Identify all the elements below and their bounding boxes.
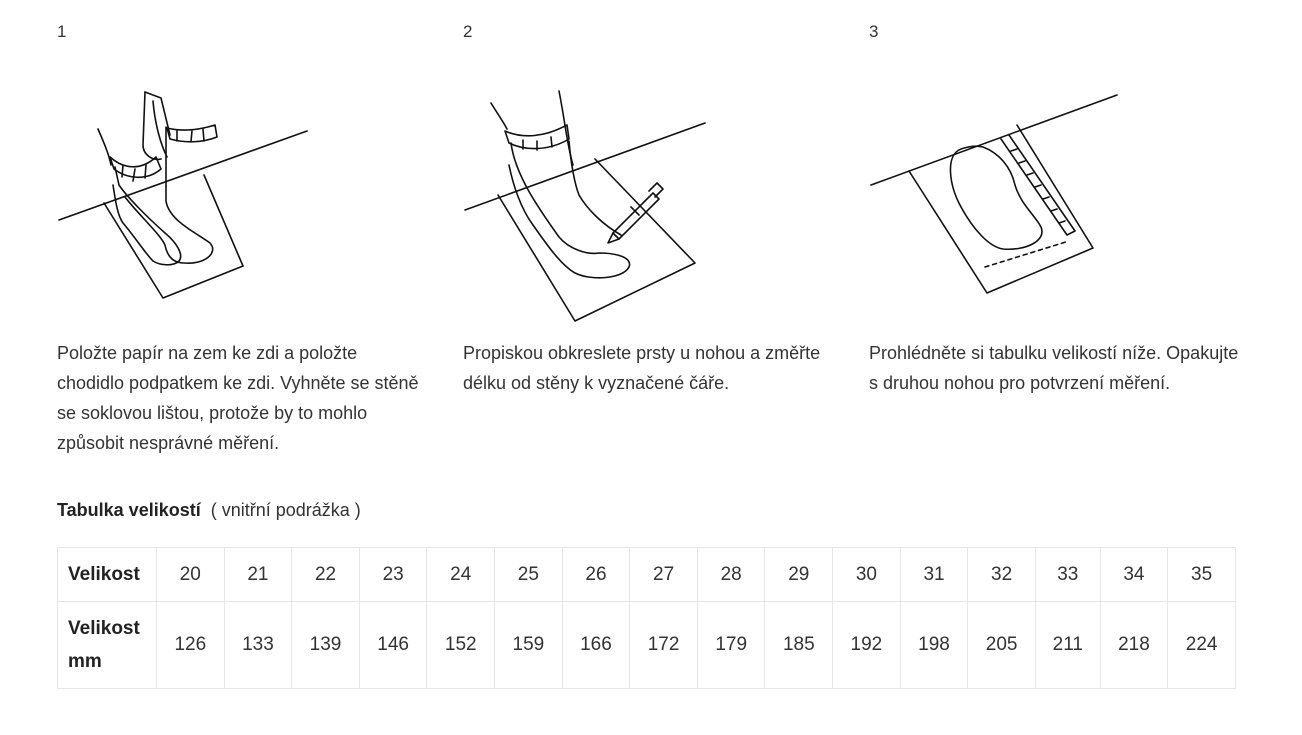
table-cell: 27	[630, 548, 698, 602]
table-cell: 28	[697, 548, 765, 602]
step-description: Prohlédněte si tabulku velikostí níže. Opakujte s druhou nohou pro potvrzení měření.	[869, 343, 1239, 393]
table-cell: 22	[292, 548, 360, 602]
measure-foot-outline-icon	[869, 85, 1129, 330]
row-label-size: Velikost	[58, 548, 157, 602]
row-label-line: Velikost	[68, 618, 140, 639]
table-cell: 24	[427, 548, 495, 602]
feet-on-paper-icon	[57, 85, 317, 330]
table-cell: 192	[833, 602, 901, 689]
size-chart-title	[57, 500, 361, 521]
table-cell: 205	[968, 602, 1036, 689]
table-cell: 224	[1168, 602, 1236, 689]
table-cell: 29	[765, 548, 833, 602]
table-cell: 139	[292, 602, 360, 689]
table-cell: 21	[224, 548, 292, 602]
table-cell: 179	[697, 602, 765, 689]
table-cell: 126	[157, 602, 225, 689]
table-cell: 172	[630, 602, 698, 689]
table-cell: 185	[765, 602, 833, 689]
step-number: 2	[463, 22, 473, 41]
table-cell: 31	[900, 548, 968, 602]
table-cell: 211	[1035, 602, 1100, 689]
step-number: 1	[57, 22, 67, 41]
step-description: Položte papír na zem ke zdi a položte chodidlo podpatkem ke zdi. Vyhněte se stěně se soklovou lištou, protože by to mohlo způsobit nesprávné měření.	[57, 343, 419, 453]
table-cell: 35	[1168, 548, 1236, 602]
table-cell: 26	[562, 548, 630, 602]
size-chart-table	[57, 547, 1236, 689]
table-cell: 218	[1100, 602, 1168, 689]
table-cell: 23	[359, 548, 427, 602]
table-cell: 30	[833, 548, 901, 602]
table-cell: 33	[1035, 548, 1100, 602]
table-cell: 32	[968, 548, 1036, 602]
table-cell: 152	[427, 602, 495, 689]
size-chart-subtitle: ( vnitřní podrážka )	[210, 500, 361, 520]
step-description: Propiskou obkreslete prsty u nohou a změřte délku od stěny k vyznačené čáře.	[463, 343, 821, 393]
table-cell: 146	[359, 602, 427, 689]
table-cell: 198	[900, 602, 968, 689]
table-cell: 133	[224, 602, 292, 689]
size-chart-heading: Tabulka velikostí	[57, 500, 201, 520]
table-cell: 166	[562, 602, 630, 689]
table-cell: 34	[1100, 548, 1168, 602]
trace-foot-with-pen-icon	[463, 85, 723, 330]
table-cell: 20	[157, 548, 225, 602]
table-row	[58, 548, 1236, 602]
table-cell: 159	[495, 602, 563, 689]
row-label-line: mm	[68, 651, 102, 672]
table-row	[58, 602, 1236, 689]
table-cell: 25	[495, 548, 563, 602]
step-number: 3	[869, 22, 879, 41]
row-label-size-mm	[58, 602, 157, 689]
